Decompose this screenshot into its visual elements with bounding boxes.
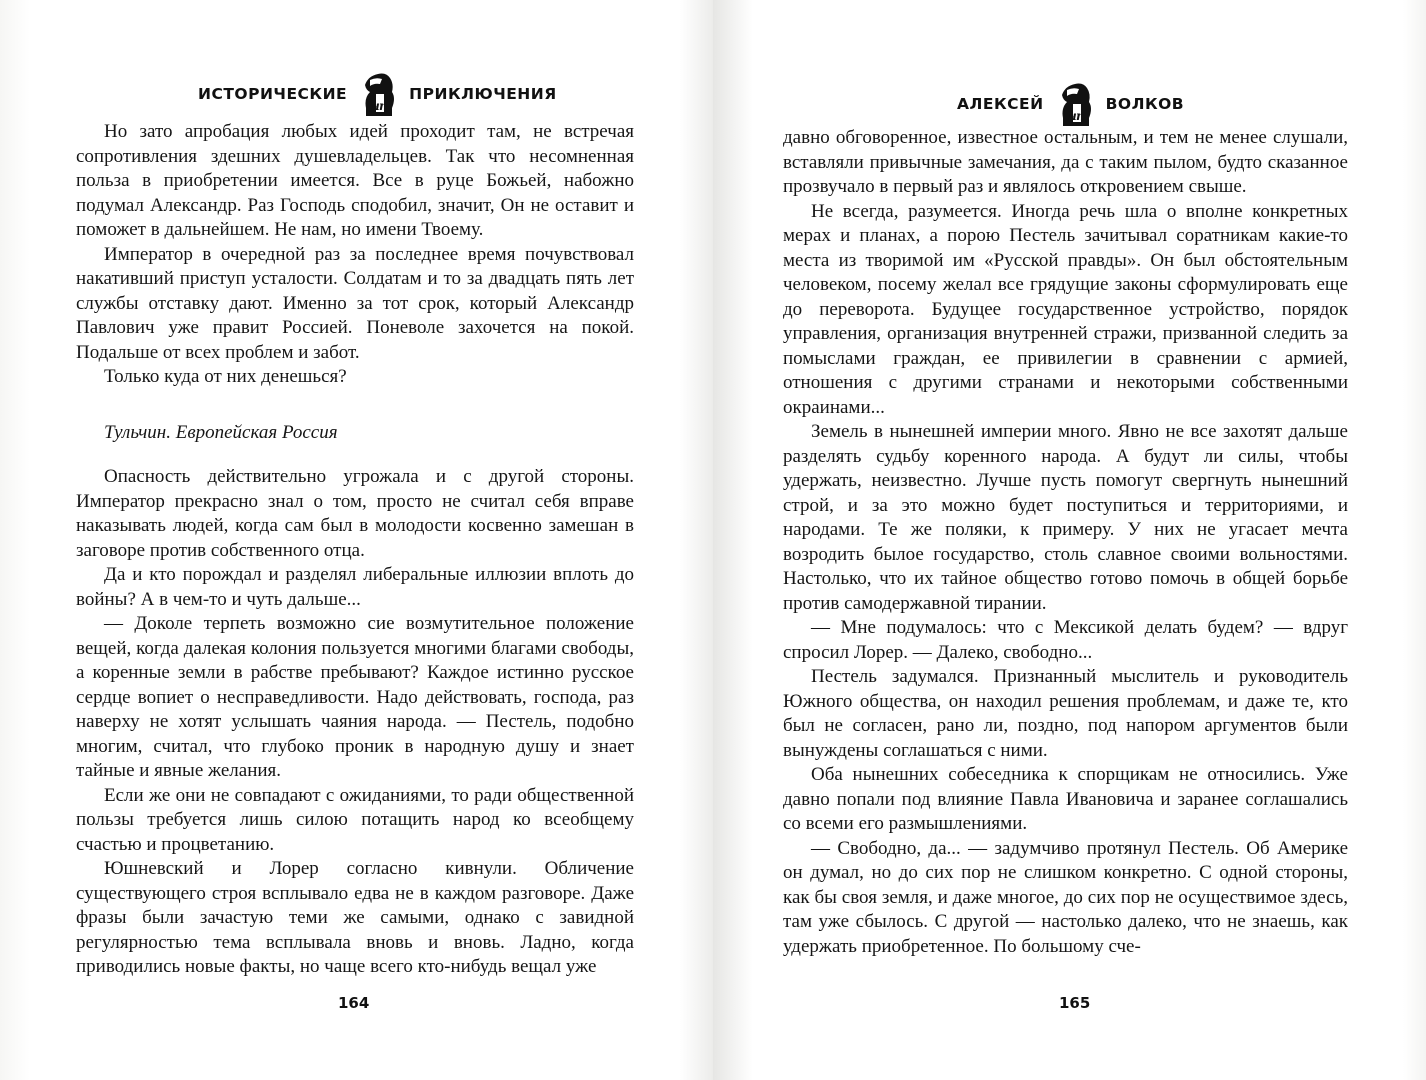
- header-right-word: ПРИКЛЮЧЕНИЯ: [409, 85, 557, 103]
- svg-text:н: н: [1067, 109, 1077, 123]
- paragraph: — Свободно, да... — задумчиво протянул Пестель. Об Америке он думал, но до сих пор не слишком конкретно. С одной стороны, как бы своя земля, и даже многое, до сих пор не осуществимое здесь, там уже сбылось. С другой — настолько далеко, что не знаешь, как удержать приобретенное. По большому сче-: [783, 837, 1348, 957]
- header-left-word: ИСТОРИЧЕСКИЕ: [198, 85, 348, 103]
- knight-chess-logo-icon: [1053, 78, 1097, 130]
- paragraph: Но зато апробация любых идей проходит там, не встречая сопротивления здешних душевладельцев. Так что несомненная польза в приобретении имеется. Все в руце Божьей, набожно подумал Александр. Раз Господь сподобил, значит, Он не оставит и поможет в дальнейшем. Не нам, но имени Твоему.: [76, 121, 634, 240]
- svg-text:н: н: [371, 99, 381, 113]
- paragraph: Оба нынешних собеседника к спорщикам не относились. Уже давно попали под влияние Павла Ивановича и заранее соглашались со всеми его размышлениями.: [783, 764, 1348, 834]
- svg-text:п: п: [1075, 109, 1085, 123]
- paragraph: Пестель задумался. Признанный мыслитель и руководитель Южного общества, он находил решения проблемам, и даже те, кто был не согласен, рано ли, поздно, под напором аргументов были вынуждены соглашаться с ними.: [783, 666, 1348, 761]
- knight-chess-logo-icon: [356, 68, 400, 120]
- author-header: [957, 78, 1184, 130]
- paragraph: Император в очередной раз за последнее время почувствовал накативший приступ усталости. Солдатам и то за двадцать пять лет службы отставку дают. Именно за тот срок, который Александр Павлович уже правит Россией. Поневоле захочется на покой. Подальше от всех проблем и забот.: [76, 243, 634, 363]
- paragraph: — Мне подумалось: что с Мексикой делать будем? — вдруг спросил Лорер. — Далеко, свободно...: [783, 617, 1348, 663]
- right-page: [713, 0, 1426, 1080]
- paragraph: Если же они не совпадают с ожиданиями, то ради общественной пользы требуется лишь силою потащить народ ко всеобщему счастью и процветанию.: [76, 784, 634, 855]
- series-header: [198, 68, 557, 120]
- header-left-word: АЛЕКСЕЙ: [957, 95, 1044, 113]
- paragraph: Юшневский и Лорер согласно кивнули. Обличение существующего строя всплывало едва не в каждом разговоре. Даже фразы были зачастую теми же самыми, однако с завидной регулярностью тема всплывала вновь и вновь. Ладно, когда приводились новые факты, но чаще всего кто-нибудь вещал уже: [76, 858, 634, 977]
- paragraph-continuation: давно обговоренное, известное остальным, и тем не менее слушали, вставляли привычные замечания, да с таким пылом, будто сказанное прозвучало в первый раз и являлось откровением свыше.: [783, 127, 1348, 197]
- paragraph: Да и кто порождал и разделял либеральные иллюзии вплоть до войны? А в чем-то и чуть дальше...: [76, 564, 634, 610]
- paragraph: — Доколе терпеть возможно сие возмутительное положение вещей, когда далекая колония пользуется многими благами свободы, а коренные земли в рабстве пребывают? Каждое истинно русское сердце вопиет о несправедливости. Надо действовать, господа, раз наверху не хотят услышать чаяния народа. — Пестель, подобно многим, считал, что глубоко проник в народную душу и знает тайные и явные желания.: [76, 613, 634, 781]
- left-page-body: [76, 120, 634, 980]
- paragraph: Только куда от них денешься?: [104, 366, 347, 387]
- page-number: 165: [1059, 994, 1091, 1012]
- place-heading: Тульчин. Европейская Россия: [104, 421, 338, 443]
- paragraph: Не всегда, разумеется. Иногда речь шла о вполне конкретных мерах и планах, а порою Пестель зачитывал соратникам какие-то места из творимой им «Русской правды». Он был обстоятельным человеком, посему желал все грядущие законы сформулировать еще до переворота. Будущее государственное устройство, порядок управления, организация внутренней стражи, призванной следить за помыслами граждан, ее привилегии в сравнении с армией, отношения с другими странами и некоторыми собственными окраинами...: [783, 200, 1348, 418]
- header-right-word: ВОЛКОВ: [1105, 95, 1185, 113]
- right-page-body: [783, 126, 1348, 959]
- paragraph: Опасность действительно угрожала и с другой стороны. Император прекрасно знал о том, просто не считал себя вправе наказывать людей, когда сам был в молодости косвенно замешан в заговоре против собственного отца.: [76, 466, 634, 561]
- page-number: 164: [338, 994, 370, 1012]
- svg-text:п: п: [379, 99, 389, 113]
- paragraph: Земель в нынешней империи много. Явно не все захотят дальше разделять судьбу коренного народа. А будут ли силы, чтобы удержать, неизвестно. Лучше пусть помогут свергнуть нынешний строй, и за это можно будет поступиться и территориями, и народами. Те же поляки, к примеру. У них не угасает мечта возродить былое государство, столь славное своими вольностями. Настолько, что их тайное общество готово помочь в общей борьбе против самодержавной тирании.: [783, 421, 1348, 614]
